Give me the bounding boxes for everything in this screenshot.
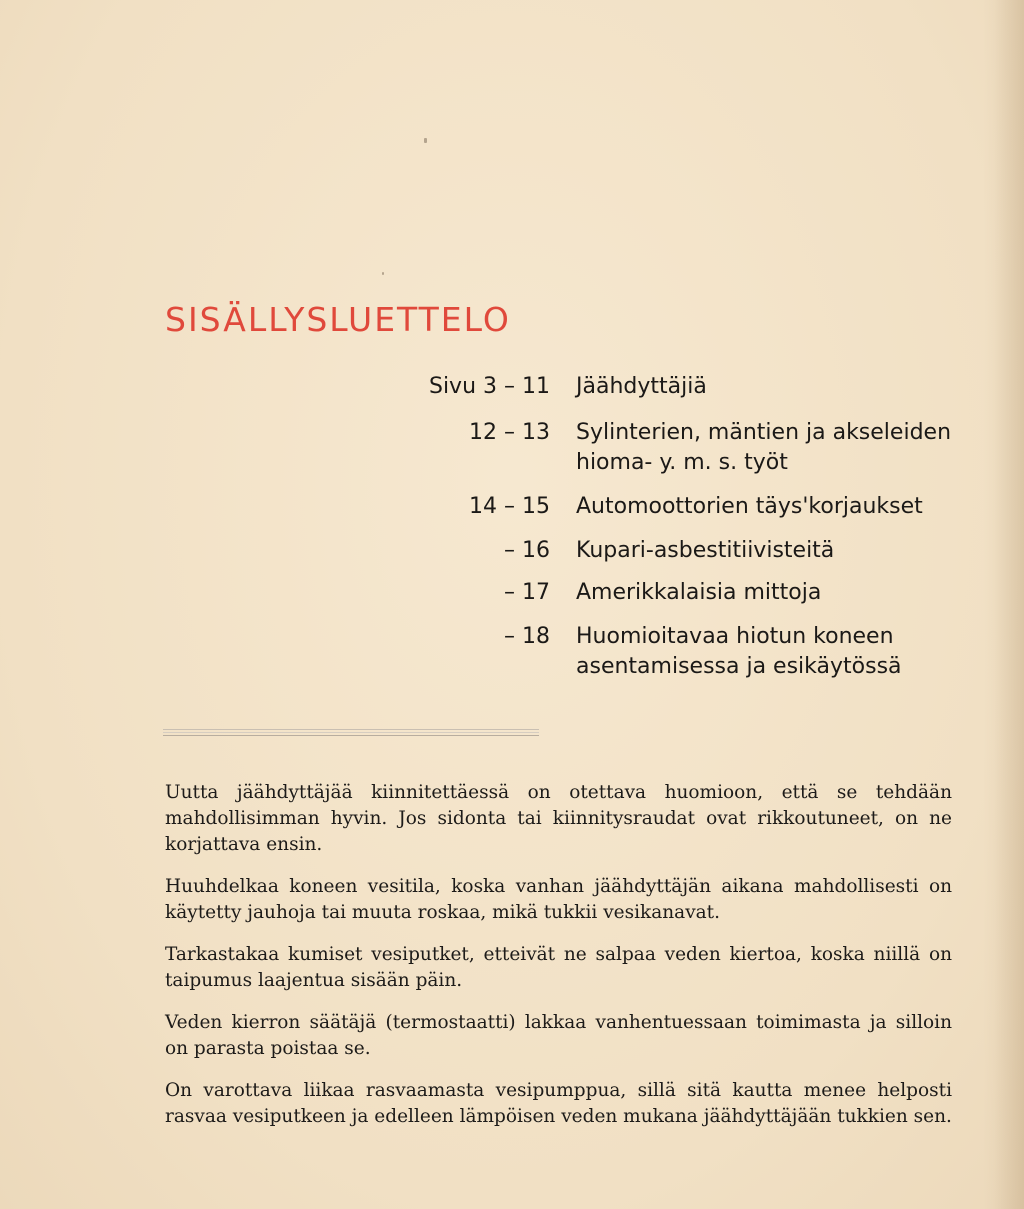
paragraph: On varottava liikaa rasvaamasta vesipumppua, sillä sitä kautta menee helposti rasvaa vesiputkeen ja edelleen lämpöisen veden mukana jäähdyttäjään tukkien sen.: [165, 1080, 952, 1127]
body-text: [165, 780, 952, 1146]
toc-entry-title: Sylinterien, mäntien ja akseleiden hioma- y. m. s. työt: [576, 420, 952, 475]
toc-entry-title: Automoottorien täys'korjaukset: [576, 494, 923, 519]
section-divider: [163, 729, 539, 736]
paragraph: Tarkastakaa kumiset vesiputket, etteivät ne salpaa veden kiertoa, koska niillä on taipumus laajentua sisään päin.: [165, 944, 952, 991]
toc-entry-title: Amerikkalaisia mittoja: [576, 580, 822, 605]
toc-page-range: 14 – 15: [469, 494, 550, 519]
toc-page-range: – 18: [504, 624, 550, 649]
page-edge-shadow: [994, 0, 1024, 1209]
page-title: SISÄLLYSLUETTELO: [165, 300, 511, 339]
toc-page-range: Sivu 3 – 11: [428, 374, 550, 399]
toc-page-range: – 17: [504, 580, 550, 605]
paragraph: Uutta jäähdyttäjää kiinnitettäessä on otettava huomioon, että se tehdään mahdollisimman hyvin. Jos sidonta tai kiinnitysraudat ovat rikkoutuneet, on ne korjattava ensin.: [165, 782, 952, 855]
toc-entry-title: Huomioitavaa hiotun koneen asentamisessa ja esikäytössä: [576, 624, 902, 679]
toc-entry-title: Kupari-asbestitiivisteitä: [576, 538, 835, 563]
toc-page-range: 12 – 13: [469, 420, 550, 445]
paragraph: Huuhdelkaa koneen vesitila, koska vanhan jäähdyttäjän aikana mahdollisesti on käytetty jauhoja tai muuta roskaa, mikä tukkii vesikanavat.: [165, 876, 952, 923]
paper-speck: [424, 138, 427, 143]
paper-speck: [382, 272, 384, 275]
toc-page-range: – 16: [504, 538, 550, 563]
paragraph: Veden kierron säätäjä (termostaatti) lakkaa vanhentuessaan toimimasta ja silloin on parasta poistaa se.: [165, 1012, 952, 1059]
toc-entry-title: Jäähdyttäjiä: [576, 374, 707, 399]
